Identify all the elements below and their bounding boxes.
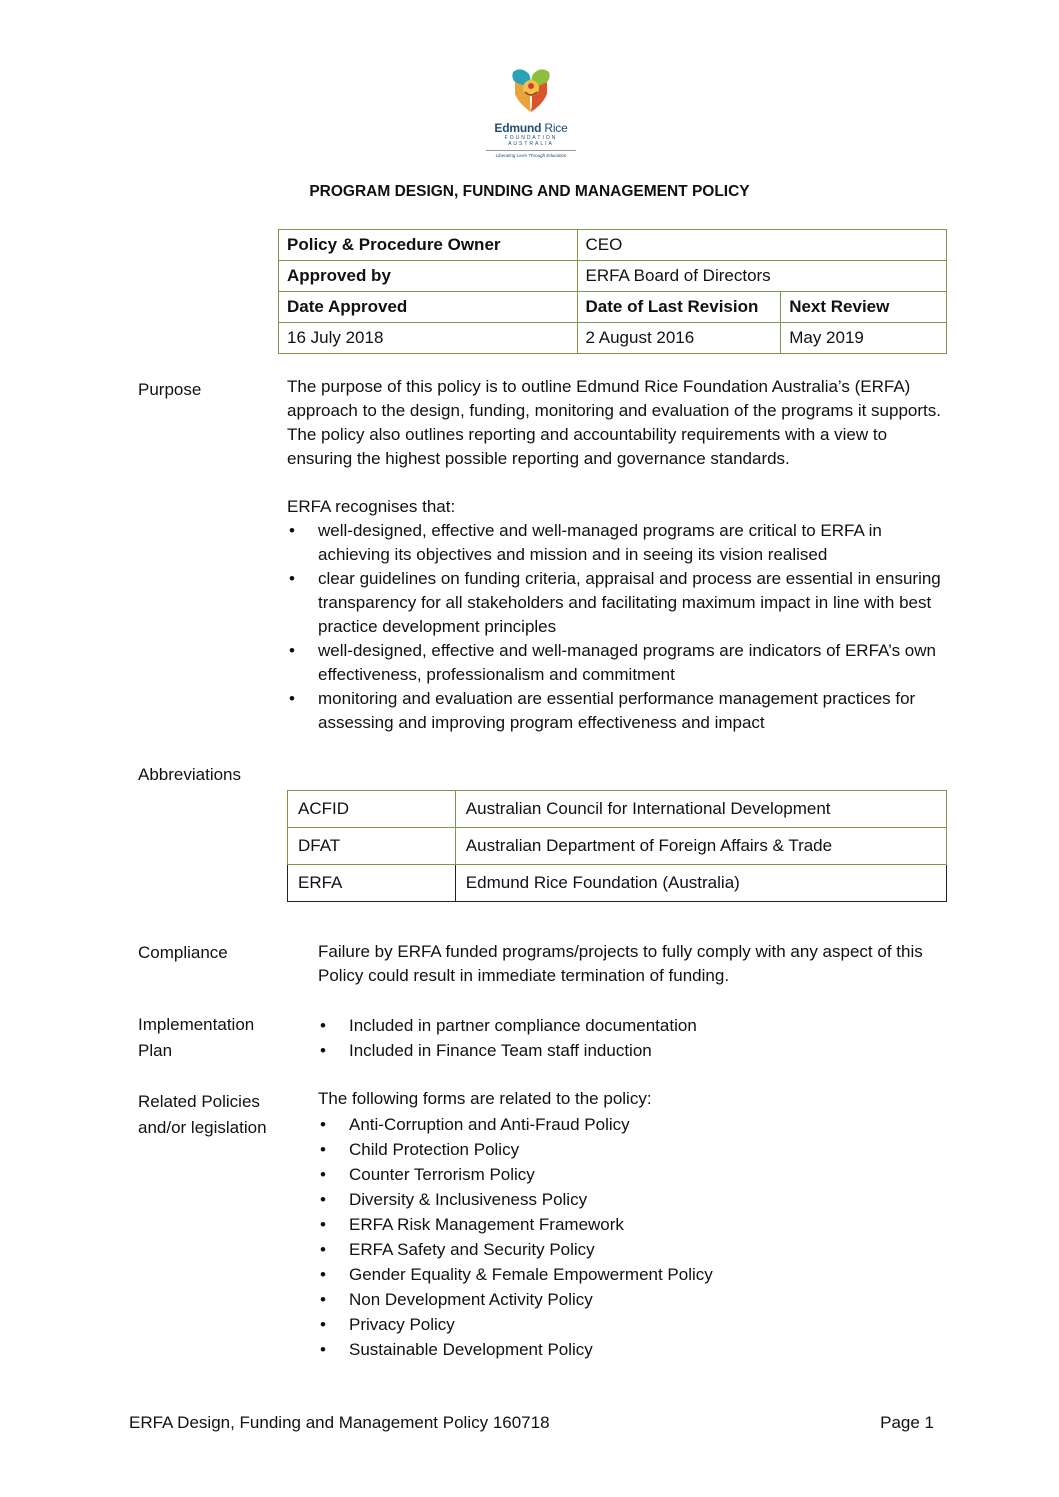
list-item: • Diversity & Inclusiveness Policy (318, 1187, 948, 1212)
list-item: • Non Development Activity Policy (318, 1287, 948, 1312)
document-title: PROGRAM DESIGN, FUNDING AND MANAGEMENT POLICY (309, 183, 750, 200)
owner-value: CEO (577, 230, 947, 261)
policy-info-table (278, 229, 947, 354)
table-row (288, 865, 947, 902)
purpose-label: Purpose (138, 380, 202, 399)
abbr-meaning-cell: Australian Council for International Development (455, 791, 946, 828)
related-intro: The following forms are related to the policy: (318, 1089, 652, 1108)
list-item: • Counter Terrorism Policy (318, 1162, 948, 1187)
abbr-cell: ERFA (288, 865, 456, 902)
date-approved-value: 16 July 2018 (279, 323, 578, 354)
table-row (288, 791, 947, 828)
implementation-label: Implementation Plan (138, 1015, 255, 1060)
list-item: • Gender Equality & Female Empowerment Policy (318, 1262, 948, 1287)
purpose-paragraph: The purpose of this policy is to outline Edmund Rice Foundation Australia’s (ERFA) approach to the design, funding, monitoring and evaluation of the programs it supports. The policy also outlines reporting and accountability requirements with a view to ensuring the highest possible reporting and governance standards. (287, 377, 941, 468)
approved-by-value: ERFA Board of Directors (577, 261, 947, 292)
list-item: • clear guidelines on funding criteria, appraisal and process are essential in ensuring transparency for all stakeholders and facilitating maximum impact in line with best practice development principles (287, 567, 947, 639)
list-item: • well-designed, effective and well-managed programs are critical to ERFA in achieving its objectives and mission and in seeing its vision realised (287, 519, 947, 567)
next-review-label: Next Review (781, 292, 947, 323)
abbr-cell: ACFID (288, 791, 456, 828)
list-item: • Included in partner compliance documentation (318, 1013, 948, 1038)
owner-label: Policy & Procedure Owner (279, 230, 578, 261)
table-row (288, 828, 947, 865)
list-item: • Anti-Corruption and Anti-Fraud Policy (318, 1112, 948, 1137)
date-approved-label: Date Approved (279, 292, 578, 323)
list-item: • monitoring and evaluation are essential performance management practices for assessing and improving program effectiveness and impact (287, 687, 947, 735)
table-row (279, 230, 947, 261)
abbreviations-table (287, 790, 947, 902)
logo-emblem-icon (509, 66, 553, 114)
abbr-meaning-cell: Australian Department of Foreign Affairs & Trade (455, 828, 946, 865)
list-item: • ERFA Risk Management Framework (318, 1212, 948, 1237)
list-item: • Included in Finance Team staff induction (318, 1038, 948, 1063)
abbr-cell: DFAT (288, 828, 456, 865)
approved-by-label: Approved by (279, 261, 578, 292)
logo-tagline: Liberating Lives Through Education (486, 150, 576, 158)
related-list (318, 1112, 948, 1362)
recognises-list (287, 519, 947, 735)
table-row (279, 292, 947, 323)
list-item: • well-designed, effective and well-managed programs are indicators of ERFA’s own effectiveness, professionalism and commitment (287, 639, 947, 687)
recognises-intro: ERFA recognises that: (287, 497, 456, 516)
footer-document-name: ERFA Design, Funding and Management Policy 160718 (129, 1413, 550, 1432)
logo-subtitle: FOUNDATION AUSTRALIA (504, 135, 558, 147)
compliance-label: Compliance (138, 943, 228, 962)
next-review-value: May 2019 (781, 323, 947, 354)
compliance-text: Failure by ERFA funded programs/projects to fully comply with any aspect of this Policy could result in immediate termination of funding. (318, 942, 923, 985)
last-revision-value: 2 August 2016 (577, 323, 781, 354)
logo-name: Edmund Rice (494, 121, 568, 135)
list-item: • Sustainable Development Policy (318, 1337, 948, 1362)
list-item: • Child Protection Policy (318, 1137, 948, 1162)
implementation-list (318, 1013, 948, 1063)
list-item: • ERFA Safety and Security Policy (318, 1237, 948, 1262)
table-row (279, 323, 947, 354)
abbr-meaning-cell: Edmund Rice Foundation (Australia) (455, 865, 946, 902)
table-row (279, 261, 947, 292)
abbreviations-label: Abbreviations (138, 765, 242, 784)
list-item: • Privacy Policy (318, 1312, 948, 1337)
footer-page-number: Page 1 (880, 1413, 934, 1432)
organisation-logo (486, 66, 576, 158)
related-label: Related Policies and/or legislation (138, 1092, 267, 1137)
last-revision-label: Date of Last Revision (577, 292, 781, 323)
